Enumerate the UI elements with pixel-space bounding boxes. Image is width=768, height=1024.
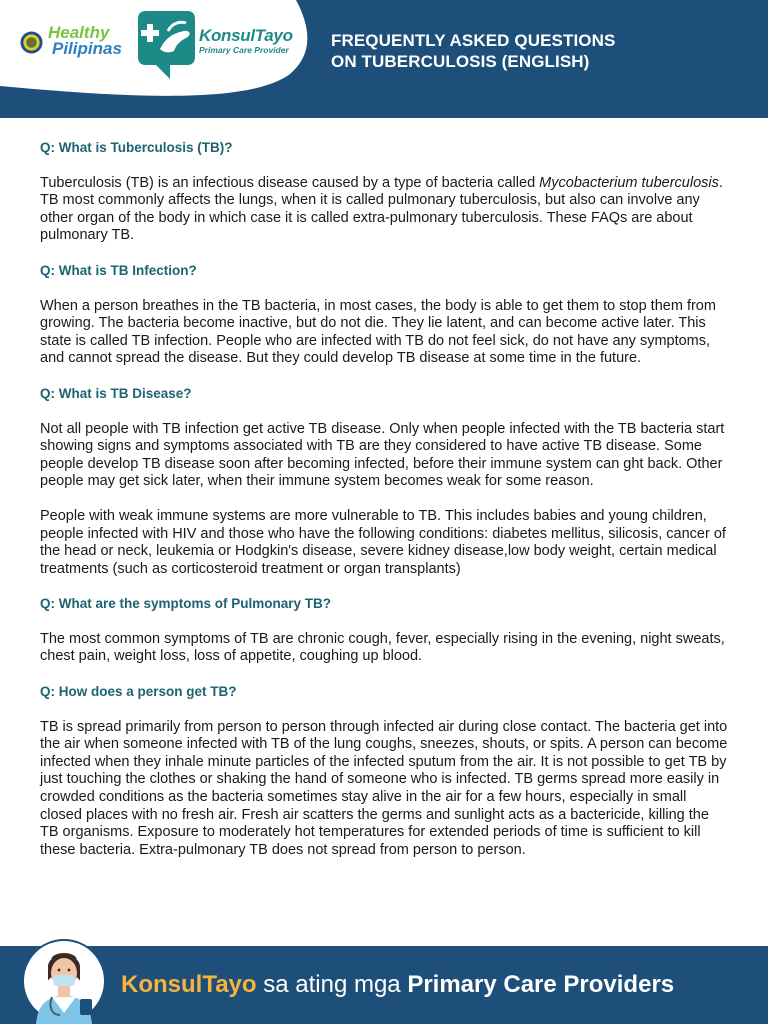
konsultayo-name: KonsulTayo bbox=[199, 26, 293, 45]
answer-text: Tuberculosis (TB) is an infectious disease caused by a type of bacteria called bbox=[40, 174, 540, 191]
page-title-line1: FREQUENTLY ASKED QUESTIONS bbox=[331, 31, 616, 50]
page-header bbox=[0, 0, 768, 118]
faq-answer: Not all people with TB infection get active TB disease. Only when people infected with the TB bacteria start showing signs and symptoms associated with TB are they considered to have active TB disease. Some people develop TB disease soon after becoming infected, before their immune system can ght back. Other people may get sick later, when their immune system becomes weak for some reason. bbox=[40, 420, 725, 490]
page-title bbox=[331, 30, 615, 72]
faq-section bbox=[40, 262, 730, 368]
faq-content bbox=[40, 139, 730, 859]
answer-italic-term: Mycobacterium tuberculosis bbox=[539, 174, 719, 191]
page-title-line2: ON TUBERCULOSIS (ENGLISH) bbox=[331, 52, 590, 71]
footer-tagline bbox=[121, 970, 674, 1000]
faq-question: Q: What is TB Disease? bbox=[40, 385, 192, 401]
doctor-illustration-icon bbox=[22, 937, 106, 1024]
answer-text: . TB most commonly affects the lungs, when it is called pulmonary tuberculosis, but also can involve any other organ of the body in which case it is called extra-pulmonary tuberculosis. These FAQs are about pulmonary TB. bbox=[40, 174, 723, 244]
healthy-pilipinas-line1: Healthy bbox=[48, 23, 110, 42]
page-footer bbox=[0, 946, 768, 1024]
faq-answer bbox=[40, 175, 730, 245]
konsultayo-logo-icon bbox=[138, 11, 195, 79]
faq-answer: When a person breathes in the TB bacteria, in most cases, the body is able to get them to stop them from growing. The bacteria become inactive, but do not die. They lie latent, and can become active later. This state is called TB infection. People who are infected with TB do not feel sick, do not have any symptoms, and cannot spread the disease. But they could develop TB disease at some time in the future. bbox=[40, 297, 716, 367]
healthy-pilipinas-line2: Pilipinas bbox=[52, 39, 122, 58]
faq-section bbox=[40, 683, 730, 859]
faq-answer: TB is spread primarily from person to person through infected air during close contact. The bacteria get into the air when someone infected with TB of the lung coughs, sneezes, shouts, or spits. A person can become infected when they inhale minute particles of the infected sputum from the air. It is not possible to get TB by just touching the clothes or shaking the hand of someone who is infected. TB germs spread more easily in crowded conditions as the bacteria sometimes stay alive in the air for a few hours, especially in small closed places with no fresh air. Fresh air scatters the germs and sunlight acts as a bactericide, killing the TB organisms. Exposure to moderately hot temperatures for extended periods of time is sufficient to kill these bacteria. Extra-pulmonary TB does not spread from person to person. bbox=[40, 718, 728, 858]
faq-question: Q: What is Tuberculosis (TB)? bbox=[40, 140, 233, 155]
faq-answer: People with weak immune systems are more vulnerable to TB. This includes babies and young children, people infected with HIV and those who have the following conditions: diabetes mellitus, silicosis, cancer of the head or neck, leukemia or Hodgkin's disease, severe kidney disease,low body weight, certain medical treatments (such as corticosteroid treatment or organ transplants) bbox=[40, 507, 726, 577]
healthy-pilipinas-logo bbox=[48, 25, 122, 57]
faq-question: Q: What is TB Infection? bbox=[40, 262, 197, 278]
faq-section bbox=[40, 385, 730, 578]
faq-section bbox=[40, 595, 730, 666]
doh-seal-icon bbox=[20, 31, 43, 54]
konsultayo-tagline: Primary Care Provider bbox=[199, 45, 289, 55]
faq-answer: The most common symptoms of TB are chronic cough, fever, especially rising in the evening, night sweats, chest pain, weight loss, loss of appetite, coughing up blood. bbox=[40, 630, 725, 665]
faq-section bbox=[40, 139, 730, 245]
footer-middle-text: sa ating mga bbox=[256, 971, 408, 998]
konsultayo-logo-text bbox=[199, 27, 293, 55]
footer-strong-text: Primary Care Providers bbox=[407, 971, 675, 998]
footer-brand: KonsulTayo bbox=[121, 971, 257, 998]
faq-question: Q: What are the symptoms of Pulmonary TB? bbox=[40, 596, 332, 612]
faq-question: Q: How does a person get TB? bbox=[40, 684, 237, 700]
